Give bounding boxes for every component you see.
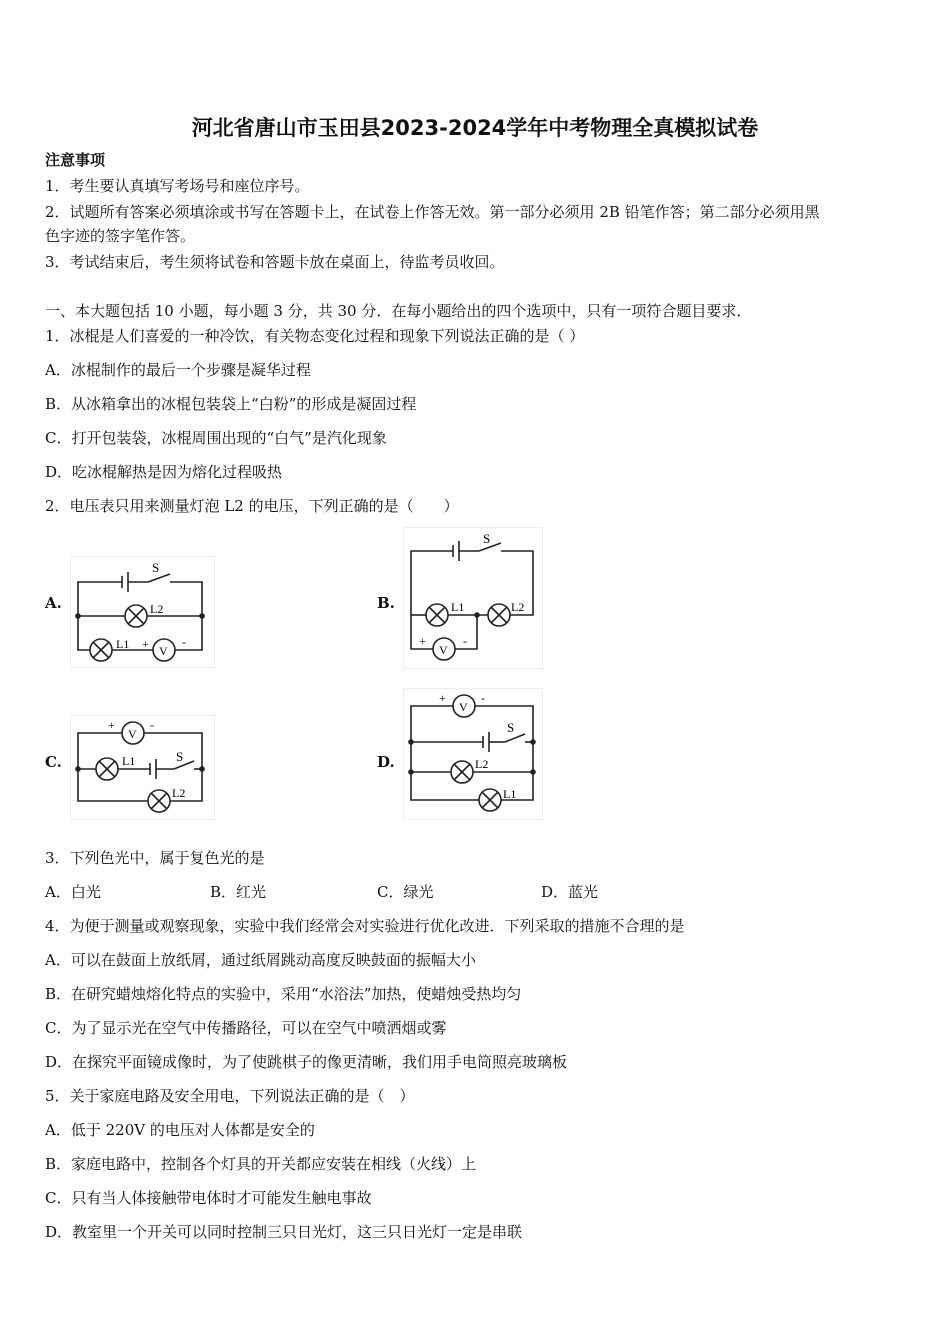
- q3-stem: 3．下列色光中，属于复色光的是: [45, 849, 265, 867]
- q5-option-d: D．教室里一个开关可以同时控制三只日光灯，这三只日光灯一定是串联: [45, 1223, 523, 1241]
- q1-option-b: B．从冰箱拿出的冰棍包装袋上“白粉”的形成是凝固过程: [45, 395, 417, 413]
- q1-stem: 1．冰棍是人们喜爱的一种冷饮，有关物态变化过程和现象下列说法正确的是（ ）: [45, 327, 585, 345]
- circuit-d-minus-label: -: [481, 691, 485, 705]
- circuit-a-minus-label: -: [182, 635, 186, 649]
- q4-stem: 4．为便于测量或观察现象，实验中我们经常会对实验进行优化改进．下列采取的措施不合理的是: [45, 917, 685, 935]
- circuit-a-l2-label: L2: [150, 602, 164, 616]
- circuit-diagram-a: [70, 556, 215, 668]
- notice-heading: 注意事项: [45, 151, 106, 169]
- q5-option-b: B．家庭电路中，控制各个灯具的开关都应安装在相线（火线）上: [45, 1155, 477, 1173]
- q5-stem: 5．关于家庭电路及安全用电，下列说法正确的是（ ）: [45, 1087, 415, 1105]
- q2-label-a: A.: [45, 594, 62, 612]
- circuit-c-l2-label: L2: [172, 786, 186, 800]
- circuit-b-minus-label: -: [463, 634, 467, 648]
- circuit-diagram-d: [403, 688, 543, 820]
- q4-option-b: B．在研究蜡烛熔化特点的实验中，采用“水浴法”加热，使蜡烛受热均匀: [45, 985, 522, 1003]
- page-title: 河北省唐山市玉田县2023-2024学年中考物理全真模拟试卷: [191, 116, 759, 140]
- circuit-diagram-c: [70, 715, 215, 820]
- circuit-c-voltmeter-label: V: [128, 727, 137, 741]
- q3-option-a: A．白光: [45, 883, 101, 901]
- q4-option-a: A．可以在鼓面上放纸屑，通过纸屑跳动高度反映鼓面的振幅大小: [45, 951, 476, 969]
- circuit-a-plus-label: +: [142, 637, 149, 651]
- q2-label-d: D.: [377, 753, 395, 771]
- circuit-a-voltmeter-label: V: [159, 644, 168, 658]
- circuit-d-voltmeter-label: V: [459, 700, 468, 714]
- circuit-d-l1-label: L1: [503, 787, 517, 801]
- circuit-a-switch-label: S: [152, 560, 160, 575]
- notice-item-1: 1．考生要认真填写考场号和座位序号。: [45, 177, 310, 195]
- notice-item-3: 3．考试结束后，考生须将试卷和答题卡放在桌面上，待监考员收回。: [45, 253, 505, 271]
- notice-item-2: 2．试题所有答案必须填涂或书写在答题卡上，在试卷上作答无效。第一部分必须用 2B 铅笔作答；第二部分必须用黑: [45, 203, 820, 221]
- q2-label-b: B.: [377, 594, 395, 612]
- q3-option-b: B．红光: [210, 883, 267, 901]
- q4-option-d: D．在探究平面镜成像时，为了使跳棋子的像更清晰，我们用手电筒照亮玻璃板: [45, 1053, 568, 1071]
- circuit-c-minus-label: -: [150, 718, 154, 732]
- q3-option-c: C．绿光: [377, 883, 434, 901]
- q2-label-c: C.: [45, 753, 62, 771]
- q5-option-c: C．只有当人体接触带电体时才可能发生触电事故: [45, 1189, 372, 1207]
- circuit-a-l1-label: L1: [116, 637, 130, 651]
- circuit-b-plus-label: +: [419, 634, 426, 648]
- q1-option-c: C．打开包装袋，冰棍周围出现的“白气”是汽化现象: [45, 429, 387, 447]
- q2-stem: 2．电压表只用来测量灯泡 L2 的电压，下列正确的是（ ）: [45, 497, 459, 515]
- circuit-d-switch-label: S: [507, 720, 515, 735]
- q5-option-a: A．低于 220V 的电压对人体都是安全的: [45, 1121, 315, 1139]
- circuit-b-l2-label: L2: [511, 600, 525, 614]
- q1-option-a: A．冰棍制作的最后一个步骤是凝华过程: [45, 361, 311, 379]
- circuit-b-voltmeter-label: V: [439, 643, 448, 657]
- circuit-diagram-b: [403, 527, 543, 669]
- q3-option-d: D．蓝光: [541, 883, 599, 901]
- circuit-d-l2-label: L2: [475, 757, 489, 771]
- q1-option-d: D．吃冰棍解热是因为熔化过程吸热: [45, 463, 283, 481]
- circuit-b-switch-label: S: [483, 531, 491, 546]
- circuit-b-l1-label: L1: [451, 600, 465, 614]
- section-heading: 一、本大题包括 10 小题，每小题 3 分，共 30 分．在每小题给出的四个选项中，只有一项符合题目要求．: [45, 302, 752, 320]
- q4-option-c: C．为了显示光在空气中传播路径，可以在空气中喷洒烟或雾: [45, 1019, 447, 1037]
- circuit-c-plus-label: +: [108, 718, 115, 732]
- circuit-c-l1-label: L1: [122, 754, 136, 768]
- circuit-c-switch-label: S: [176, 749, 184, 764]
- notice-item-2-cont: 色字迹的签字笔作答。: [45, 227, 196, 245]
- circuit-d-plus-label: +: [439, 691, 446, 705]
